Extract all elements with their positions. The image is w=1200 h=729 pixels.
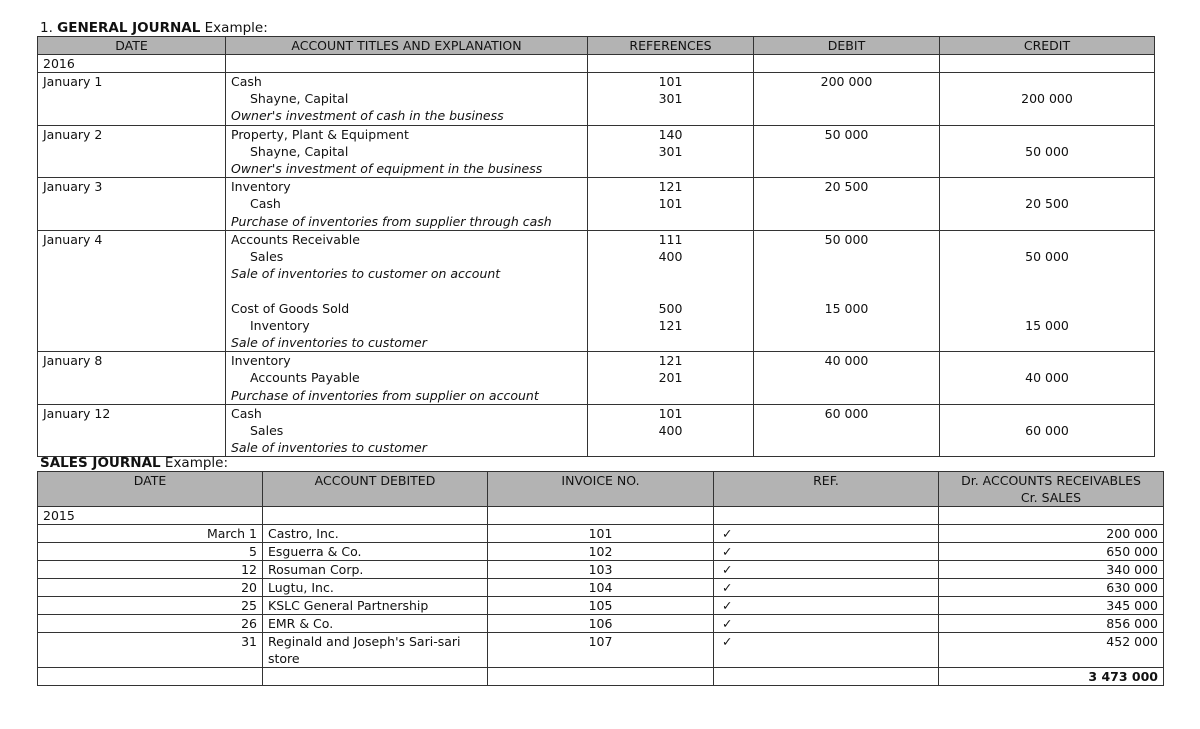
col-references: REFERENCES <box>588 37 754 55</box>
entry-explanation: Purchase of inventories from supplier on account <box>231 387 539 403</box>
credit-ref: 400 <box>658 249 683 265</box>
credit-account: Inventory <box>250 317 310 333</box>
sales-account: Esguerra & Co. <box>263 543 488 561</box>
debit-amount: 60 000 <box>824 405 869 421</box>
check-mark-icon: ✓ <box>714 579 939 597</box>
credit-ref: 121 <box>658 317 683 333</box>
debit-account: Cash <box>231 74 262 89</box>
sales-account: Reginald and Joseph's Sari-sari store <box>263 633 488 668</box>
debit-ref: 121 <box>658 179 683 195</box>
sales-amount: 452 000 <box>939 633 1164 668</box>
sales-amount: 200 000 <box>939 525 1164 543</box>
credit-ref: 101 <box>658 196 683 212</box>
col-date: DATE <box>38 472 263 507</box>
debit-ref: 111 <box>658 231 683 247</box>
journal-entry <box>38 178 1155 231</box>
sales-row <box>38 543 1164 561</box>
general-journal-table <box>37 36 1155 457</box>
sales-date: 20 <box>38 579 263 597</box>
sales-row <box>38 633 1164 668</box>
col-debit: DEBIT <box>754 37 940 55</box>
debit-ref: 500 <box>658 300 683 316</box>
entry-date: January 4 <box>38 230 226 351</box>
check-mark-icon: ✓ <box>714 561 939 579</box>
sales-amount: 630 000 <box>939 579 1164 597</box>
general-journal-heading: 1. GENERAL JOURNAL Example: <box>40 20 268 36</box>
debit-account: Cost of Goods Sold <box>231 300 350 316</box>
credit-account: Shayne, Capital <box>250 91 349 107</box>
col-invoice-no: INVOICE NO. <box>488 472 714 507</box>
entry-date: January 2 <box>38 125 226 178</box>
entry-explanation: Sale of inventories to customer <box>231 440 427 456</box>
debit-ref: 101 <box>658 405 683 421</box>
credit-ref: 301 <box>658 143 683 159</box>
sales-date: 12 <box>38 561 263 579</box>
sales-journal-heading: SALES JOURNAL Example: <box>40 455 229 471</box>
entry-explanation: Owner's investment of cash in the business <box>231 108 504 124</box>
col-date: DATE <box>38 37 226 55</box>
sales-invoice: 103 <box>488 561 714 579</box>
sales-amount: 345 000 <box>939 597 1164 615</box>
journal-entry <box>38 404 1155 457</box>
general-journal-title: GENERAL JOURNAL <box>57 20 201 36</box>
sales-row <box>38 615 1164 633</box>
sales-account: Rosuman Corp. <box>263 561 488 579</box>
entry-date: January 12 <box>38 404 226 457</box>
col-account-debited: ACCOUNT DEBITED <box>263 472 488 507</box>
debit-amount: 40 000 <box>824 353 869 369</box>
sales-date: March 1 <box>38 525 263 543</box>
sales-account: EMR & Co. <box>263 615 488 633</box>
debit-amount: 200 000 <box>820 74 873 89</box>
debit-amount: 50 000 <box>824 126 869 142</box>
credit-amount: 15 000 <box>1025 317 1069 333</box>
entry-date: January 3 <box>38 178 226 231</box>
col-credit: CREDIT <box>940 37 1155 55</box>
entry-explanation: Sale of inventories to customer on account <box>231 266 501 282</box>
credit-account: Accounts Payable <box>250 370 360 386</box>
credit-ref: 201 <box>658 370 683 386</box>
sales-total-row <box>38 668 1164 686</box>
sales-journal-table <box>37 471 1164 686</box>
credit-amount: 60 000 <box>1025 423 1069 439</box>
sales-amount: 856 000 <box>939 615 1164 633</box>
entry-explanation: Purchase of inventories from supplier through cash <box>231 213 552 229</box>
credit-account: Shayne, Capital <box>250 143 349 159</box>
journal-year: 2016 <box>38 55 226 73</box>
credit-amount: 50 000 <box>1025 143 1069 159</box>
journal-entry <box>38 125 1155 178</box>
check-mark-icon: ✓ <box>714 633 939 668</box>
check-mark-icon: ✓ <box>714 543 939 561</box>
credit-account: Cash <box>250 196 281 212</box>
debit-account: Inventory <box>231 179 291 195</box>
sales-invoice: 101 <box>488 525 714 543</box>
sales-row <box>38 579 1164 597</box>
col-accounts-receivable-sales: Dr. ACCOUNTS RECEIVABLES Cr. SALES <box>939 472 1164 507</box>
credit-amount: 50 000 <box>1025 249 1069 265</box>
entry-explanation: Sale of inventories to customer <box>231 335 427 351</box>
journal-entry <box>38 73 1155 126</box>
col-account-titles: ACCOUNT TITLES AND EXPLANATION <box>226 37 588 55</box>
sales-row <box>38 561 1164 579</box>
check-mark-icon: ✓ <box>714 525 939 543</box>
sales-year: 2015 <box>38 507 263 525</box>
debit-amount: 50 000 <box>824 231 869 247</box>
credit-ref: 400 <box>658 423 683 439</box>
debit-ref: 121 <box>658 353 683 369</box>
sales-account: Lugtu, Inc. <box>263 579 488 597</box>
credit-ref: 301 <box>658 91 683 107</box>
sales-amount: 650 000 <box>939 543 1164 561</box>
debit-ref: 101 <box>658 74 683 89</box>
debit-account: Inventory <box>231 353 291 369</box>
credit-amount: 200 000 <box>1021 91 1073 107</box>
check-mark-icon: ✓ <box>714 615 939 633</box>
debit-account: Accounts Receivable <box>231 231 360 247</box>
entry-explanation: Owner's investment of equipment in the business <box>231 161 543 177</box>
sales-date: 25 <box>38 597 263 615</box>
sales-invoice: 102 <box>488 543 714 561</box>
entry-date: January 1 <box>38 73 226 126</box>
sales-date: 5 <box>38 543 263 561</box>
sales-invoice: 105 <box>488 597 714 615</box>
sales-invoice: 104 <box>488 579 714 597</box>
journal-entry <box>38 230 1155 351</box>
debit-amount: 20 500 <box>824 179 869 195</box>
debit-amount: 15 000 <box>824 300 869 316</box>
entry-date: January 8 <box>38 352 226 405</box>
sales-date: 26 <box>38 615 263 633</box>
journal-entry <box>38 352 1155 405</box>
col-ref: REF. <box>714 472 939 507</box>
sales-account: KSLC General Partnership <box>263 597 488 615</box>
sales-total: 3 473 000 <box>939 668 1164 686</box>
debit-account: Cash <box>231 405 262 421</box>
sales-amount: 340 000 <box>939 561 1164 579</box>
sales-journal-title: SALES JOURNAL <box>40 455 161 471</box>
credit-amount: 40 000 <box>1025 370 1069 386</box>
debit-ref: 140 <box>658 126 683 142</box>
sales-date: 31 <box>38 633 263 668</box>
sales-row <box>38 525 1164 543</box>
sales-invoice: 106 <box>488 615 714 633</box>
credit-amount: 20 500 <box>1025 196 1069 212</box>
sales-invoice: 107 <box>488 633 714 668</box>
check-mark-icon: ✓ <box>714 597 939 615</box>
sales-row <box>38 597 1164 615</box>
credit-account: Sales <box>250 423 284 439</box>
debit-account: Property, Plant & Equipment <box>231 126 409 142</box>
sales-account: Castro, Inc. <box>263 525 488 543</box>
credit-account: Sales <box>250 249 284 265</box>
